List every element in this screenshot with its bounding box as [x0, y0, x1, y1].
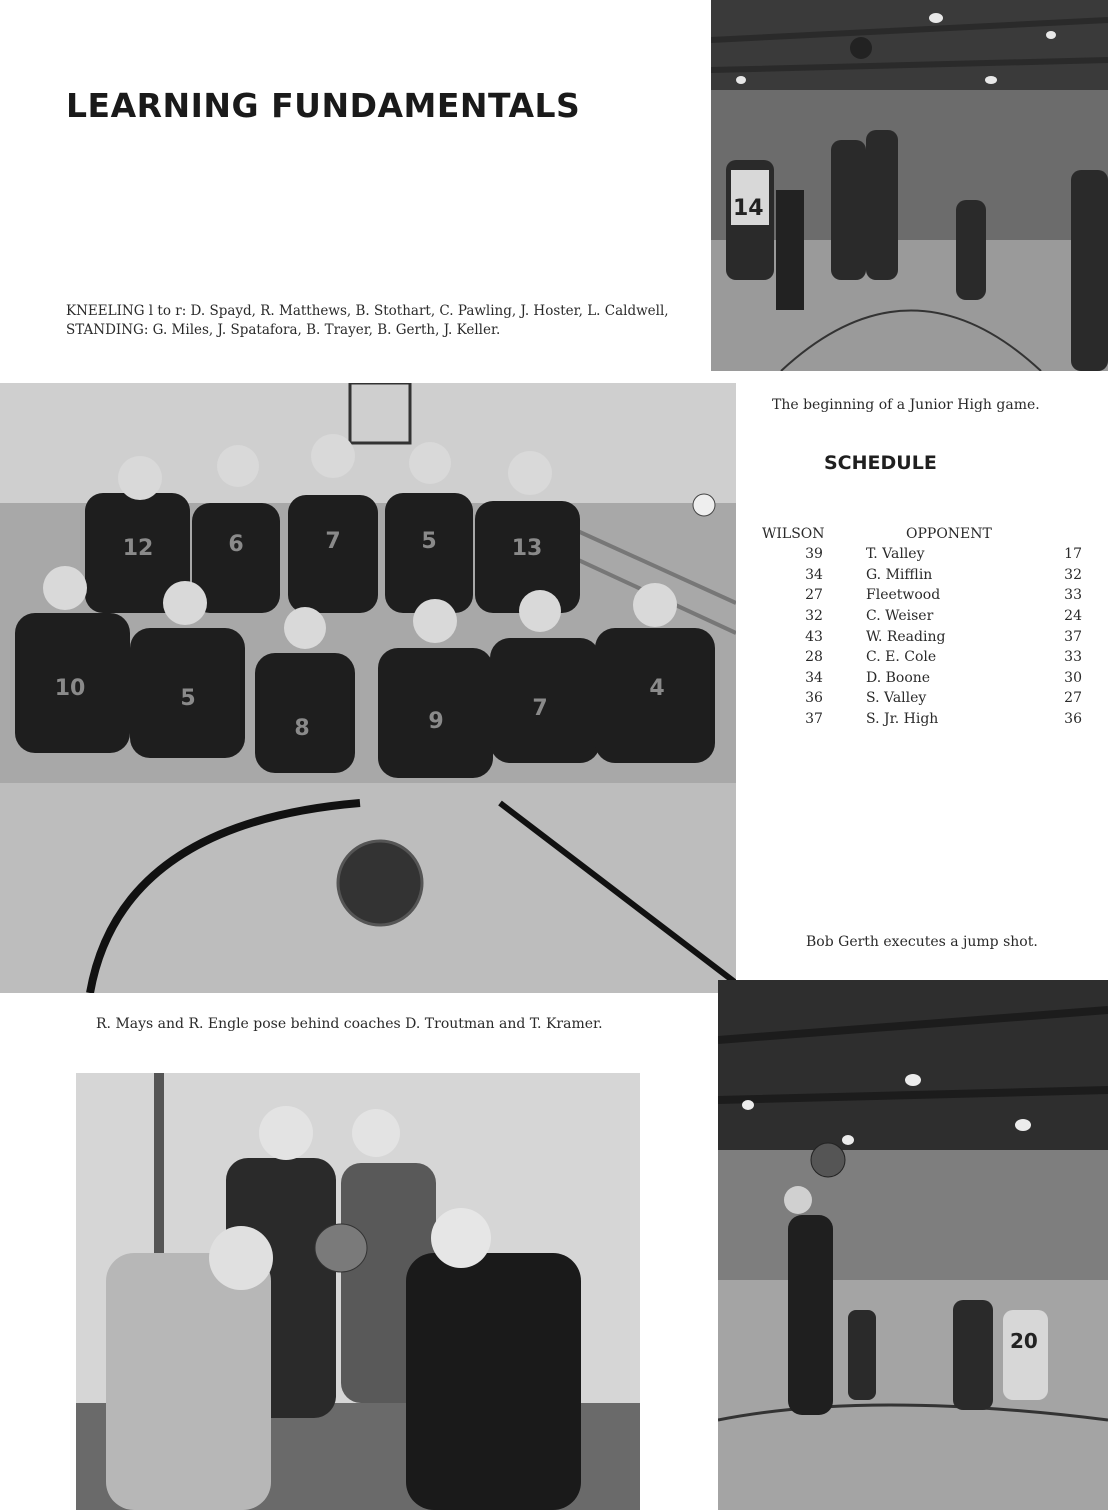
coaches-photo-art	[76, 1073, 640, 1510]
wilson-score: 34	[805, 669, 823, 686]
team-jersey-number: 9	[428, 709, 444, 734]
team-jersey-number: 5	[421, 529, 437, 554]
wilson-score: 27	[805, 587, 823, 604]
wilson-score: 28	[805, 649, 823, 666]
schedule-row	[762, 626, 1082, 647]
team-jersey-number: 12	[122, 536, 154, 561]
schedule-table	[762, 524, 1082, 729]
opponent-name: C. Weiser	[866, 608, 934, 625]
game-photo-caption: The beginning of a Junior High game.	[772, 397, 1040, 413]
opponent-name: W. Reading	[866, 628, 946, 645]
schedule-row	[762, 709, 1082, 730]
team-jersey-number: 4	[649, 676, 665, 701]
schedule-row	[762, 606, 1082, 627]
team-jersey-number: 13	[511, 536, 543, 561]
opponent-score: 24	[1064, 608, 1082, 625]
team-jersey-number: 10	[54, 676, 86, 701]
jump-jersey-number: 20	[1010, 1329, 1038, 1353]
opponent-name: Fleetwood	[866, 587, 941, 604]
wilson-score: 39	[805, 546, 823, 563]
wilson-score: 36	[805, 690, 823, 707]
team-jersey-number: 7	[532, 696, 548, 721]
wilson-score: 34	[805, 566, 823, 583]
opponent-name: S. Valley	[866, 690, 927, 707]
opponent-score: 32	[1064, 566, 1082, 583]
team-jersey-number: 5	[180, 686, 196, 711]
schedule-row	[762, 565, 1082, 586]
schedule-row	[762, 585, 1082, 606]
page-title: LEARNING FUNDAMENTALS	[66, 86, 581, 125]
schedule-title: SCHEDULE	[824, 452, 937, 474]
team-photo-art	[0, 383, 736, 993]
game-jersey-number: 14	[733, 196, 764, 221]
schedule-row	[762, 647, 1082, 668]
coaches-photo-caption: R. Mays and R. Engle pose behind coaches D. Troutman and T. Kramer.	[96, 1016, 603, 1032]
opponent-name: G. Mifflin	[866, 566, 933, 583]
junior-high-game-photo	[711, 0, 1108, 371]
opponent-name: T. Valley	[866, 546, 925, 563]
opponent-name: D. Boone	[866, 669, 931, 686]
team-jersey-number: 7	[325, 529, 341, 554]
schedule-header-row	[762, 524, 1082, 544]
jump-shot-caption: Bob Gerth executes a jump shot.	[806, 934, 1038, 950]
coaches-photo	[76, 1073, 640, 1510]
jump-shot-photo-art	[718, 980, 1108, 1510]
schedule-row	[762, 544, 1082, 565]
wilson-score: 32	[805, 608, 823, 625]
team-photo-caption: KNEELING l to r: D. Spayd, R. Matthews, B. Stothart, C. Pawling, J. Hoster, L. Caldwell, STANDING: G. Miles, J. Spatafora, B. Trayer, B. Gerth, J. Keller.	[66, 303, 669, 338]
opponent-score: 27	[1064, 690, 1082, 707]
opponent-score: 17	[1064, 546, 1082, 563]
wilson-score: 37	[805, 711, 823, 728]
opponent-score: 33	[1064, 649, 1082, 666]
schedule-row	[762, 688, 1082, 709]
team-jersey-number: 8	[294, 716, 310, 741]
opponent-score: 30	[1064, 669, 1082, 686]
team-photo	[0, 383, 736, 993]
opponent-score: 36	[1064, 711, 1082, 728]
opponent-header: OPPONENT	[906, 526, 992, 542]
team-jersey-number: 6	[228, 532, 244, 557]
opponent-score: 33	[1064, 587, 1082, 604]
opponent-name: S. Jr. High	[866, 711, 939, 728]
wilson-score: 43	[805, 628, 823, 645]
opponent-name: C. E. Cole	[866, 649, 937, 666]
jump-shot-photo	[718, 980, 1108, 1510]
opponent-score: 37	[1064, 628, 1082, 645]
schedule-row	[762, 668, 1082, 689]
wilson-header: WILSON	[762, 526, 825, 542]
game-photo-art	[711, 0, 1108, 371]
